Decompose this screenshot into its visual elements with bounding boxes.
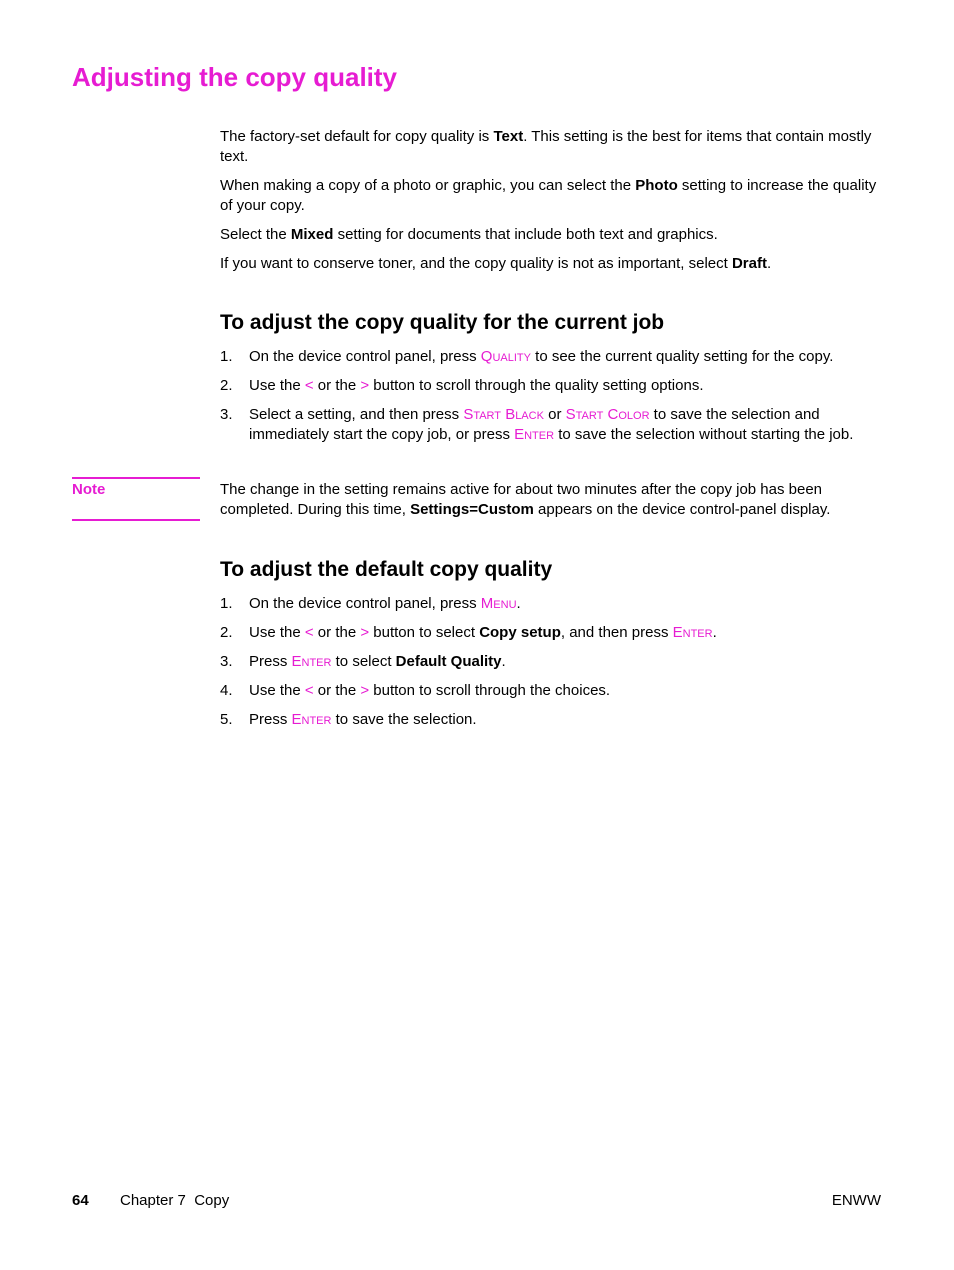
list-item: 5. Press Enter to save the selection.	[220, 711, 477, 728]
note-bottom-rule	[72, 519, 200, 521]
list-item: 2. Use the < or the > button to select Copy setup, and then press Enter.	[220, 624, 717, 641]
start-color-key: Start Color	[565, 406, 650, 423]
quality-key: Quality	[480, 348, 531, 365]
default-quality-steps	[220, 594, 880, 739]
page-number: 64	[72, 1192, 89, 1209]
enter-key: Enter	[291, 711, 332, 728]
chapter-label: Chapter 7 Copy	[120, 1192, 230, 1209]
intro-paragraph: The factory-set default for copy quality is Text. This setting is the best for items that contain mostly text.	[220, 128, 872, 165]
enter-key: Enter	[514, 426, 555, 443]
right-arrow-key: >	[360, 377, 370, 394]
note-label: Note	[72, 481, 106, 498]
section-heading-current-job: To adjust the copy quality for the current job	[220, 311, 665, 334]
footer-enww: ENWW	[831, 1192, 881, 1209]
list-item: 2. Use the < or the > button to scroll through the quality setting options.	[220, 377, 704, 394]
left-arrow-key: <	[304, 682, 314, 699]
current-job-steps	[220, 347, 880, 454]
enter-key: Enter	[291, 653, 332, 670]
note-top-rule	[72, 477, 200, 479]
intro-section	[220, 127, 880, 283]
enter-key: Enter	[672, 624, 713, 641]
list-item: 3. Press Enter to select Default Quality.	[220, 653, 506, 670]
intro-paragraph: Select the Mixed setting for documents that include both text and graphics.	[220, 226, 718, 243]
list-item: 3. Select a setting, and then press Start Black or Start Color to save the selection and immediately start the copy job, or press Enter to save the selection without starting the job.	[220, 406, 854, 443]
right-arrow-key: >	[360, 682, 370, 699]
list-item: 1. On the device control panel, press Quality to see the current quality setting for the copy.	[220, 348, 834, 365]
page-title: Adjusting the copy quality	[72, 62, 398, 92]
right-arrow-key: >	[360, 624, 370, 641]
list-item: 1. On the device control panel, press Menu.	[220, 595, 521, 612]
left-arrow-key: <	[304, 624, 314, 641]
intro-paragraph: When making a copy of a photo or graphic, you can select the Photo setting to increase the quality of your copy.	[220, 177, 877, 214]
section-heading-default-quality: To adjust the default copy quality	[220, 558, 553, 581]
intro-paragraph: If you want to conserve toner, and the copy quality is not as important, select Draft.	[220, 255, 772, 272]
menu-key: Menu	[480, 595, 517, 612]
left-arrow-key: <	[304, 377, 314, 394]
start-black-key: Start Black	[463, 406, 544, 423]
list-item: 4. Use the < or the > button to scroll through the choices.	[220, 682, 611, 699]
note-text: The change in the setting remains active for about two minutes after the copy job has been completed. During this time, Settings=Custom appears on the device control-panel display.	[220, 481, 831, 518]
